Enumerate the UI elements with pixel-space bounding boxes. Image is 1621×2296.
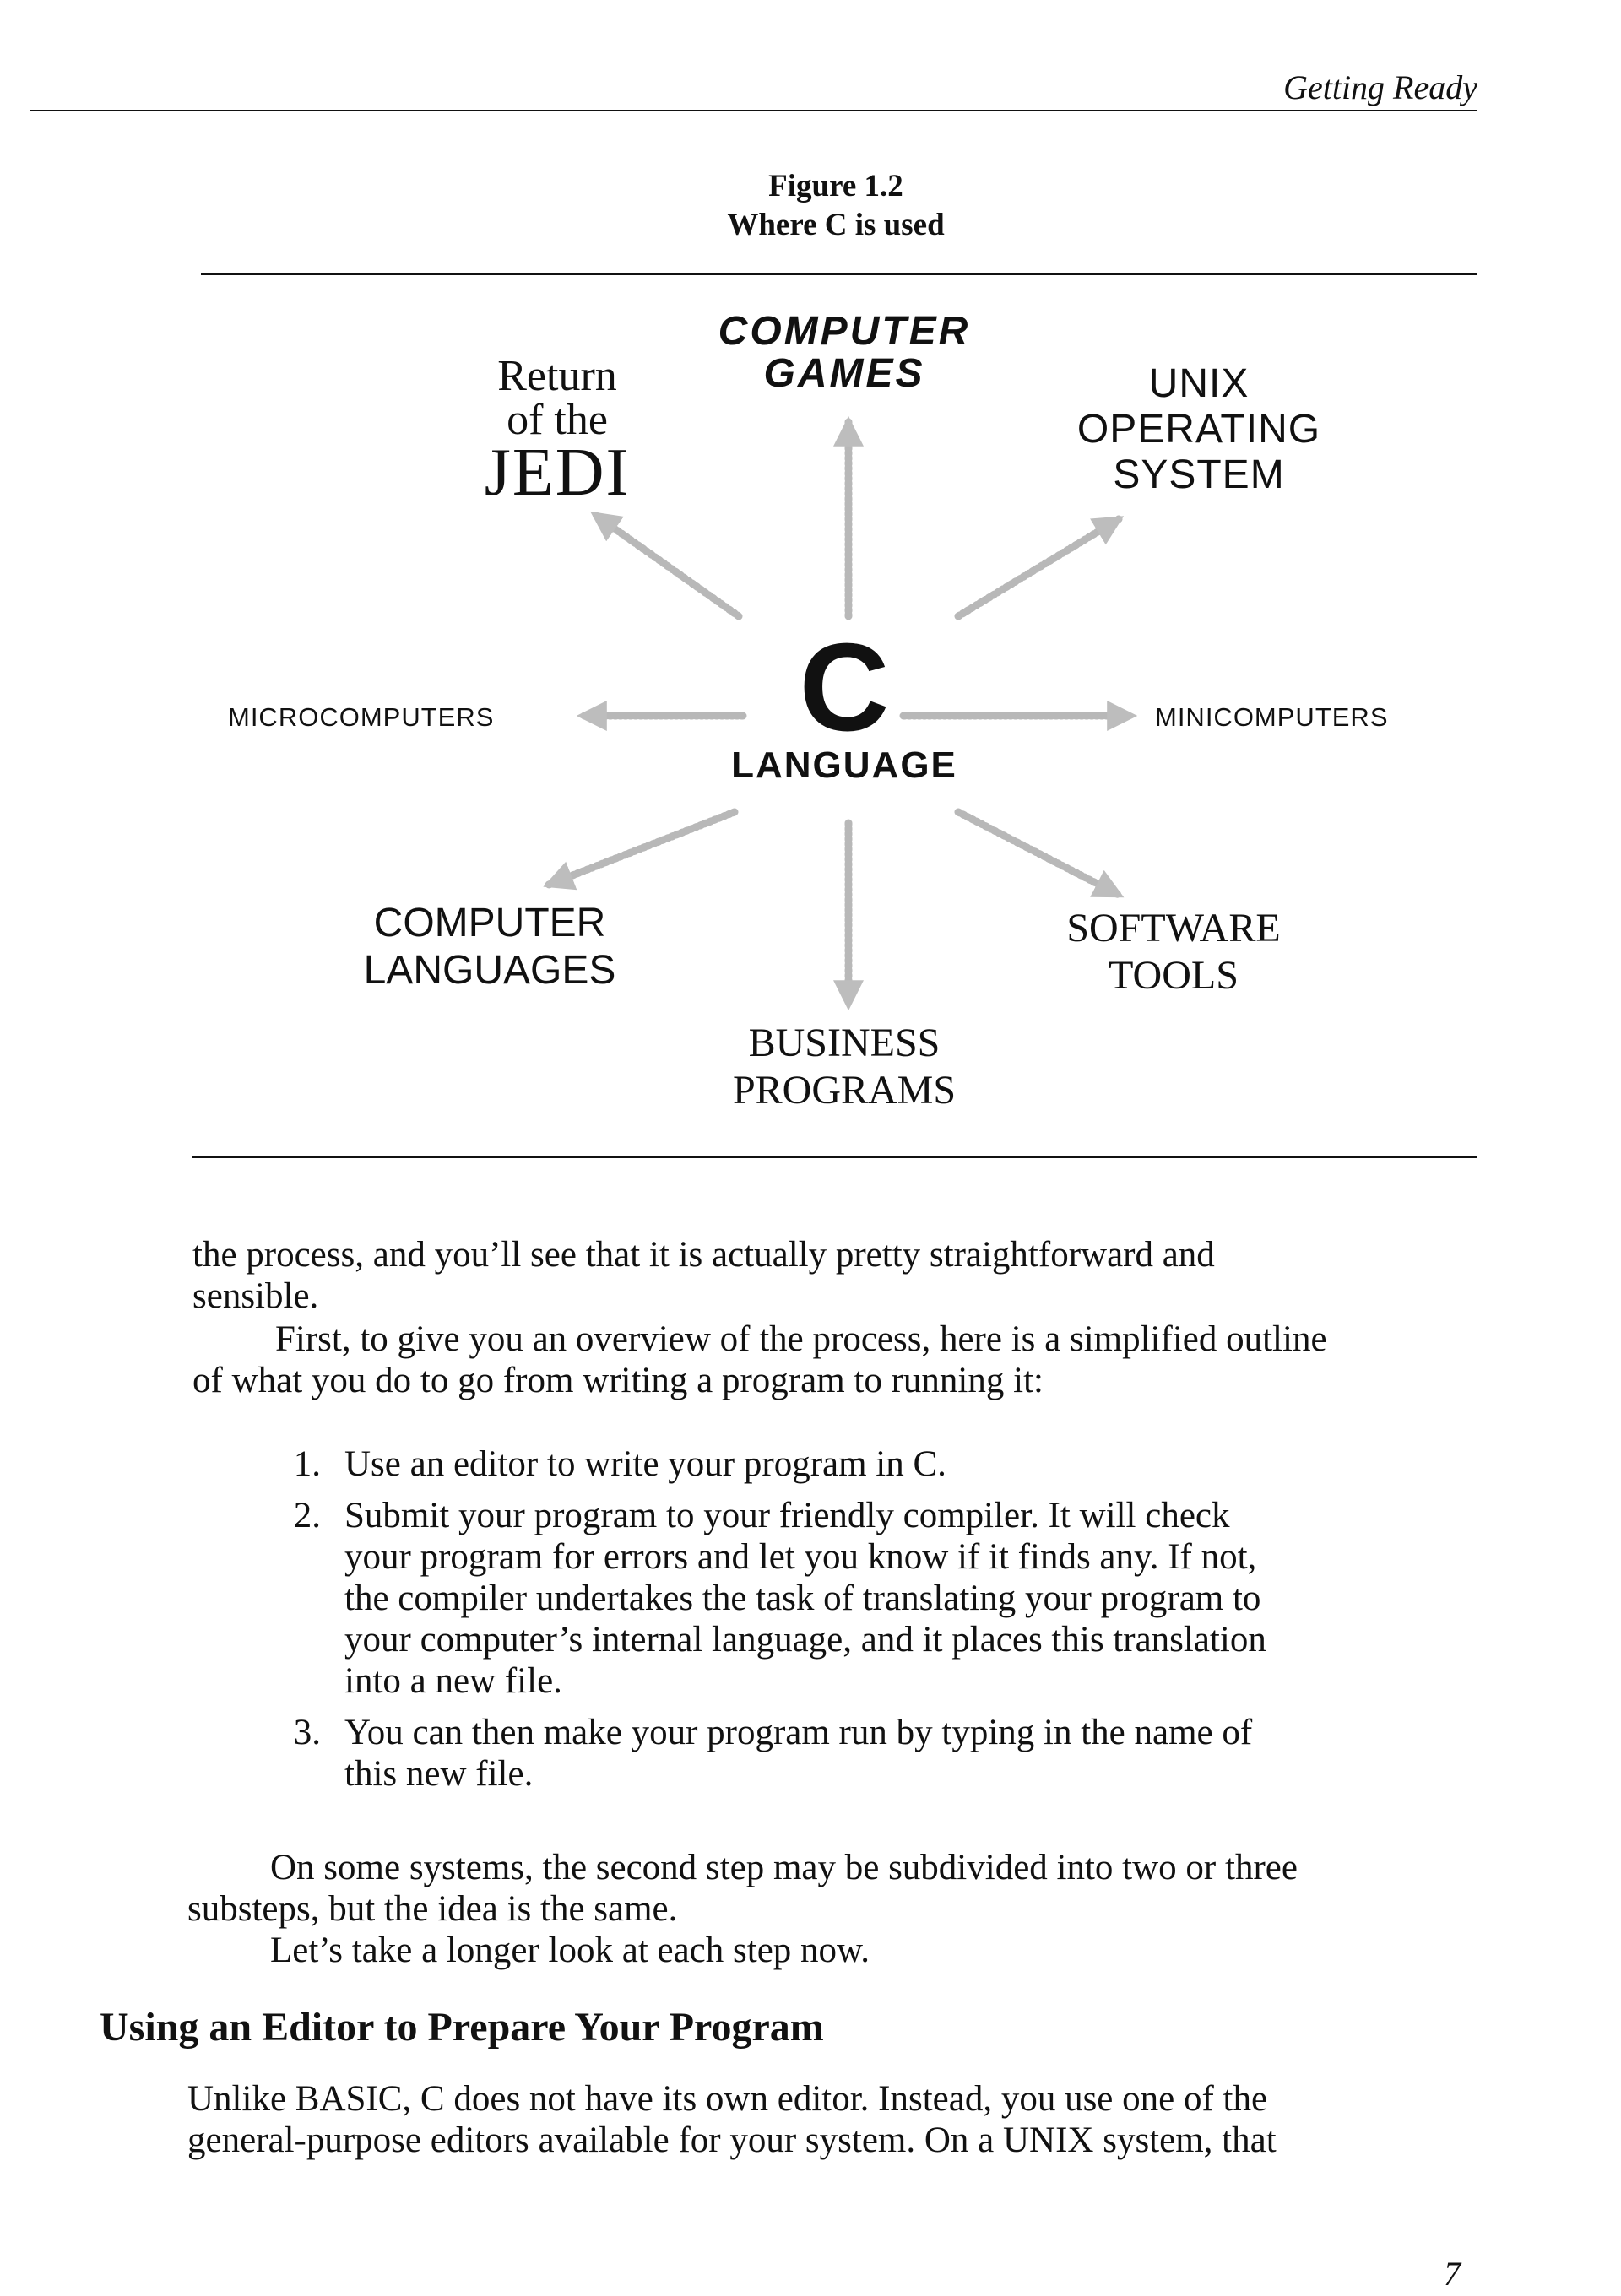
list-item-line: You can then make your program run by typing in the name of xyxy=(344,1713,1253,1752)
node-software-tools xyxy=(1013,905,1334,999)
node-microcomputers: MICROCOMPUTERS xyxy=(228,702,495,732)
node-computer-games xyxy=(701,311,988,396)
paragraph-line: First, to give you an overview of the process, here is a simplified outline xyxy=(275,1319,1327,1359)
node-software-tools-line1: SOFTWARE xyxy=(1066,906,1281,950)
arrow-to-software-tools xyxy=(958,812,1119,895)
list-item-line: the compiler undertakes the task of translating your program to xyxy=(344,1578,1261,1618)
center-language-label: LANGUAGE xyxy=(731,745,957,786)
list-item-line: your computer’s internal language, and it places this translation xyxy=(344,1620,1266,1660)
node-business-programs-line2: PROGRAMS xyxy=(732,1068,957,1113)
node-jedi-line2: of the xyxy=(507,396,608,444)
arrow-to-computer-languages xyxy=(549,812,735,885)
running-head: Getting Ready xyxy=(1283,68,1477,106)
node-jedi xyxy=(456,352,659,444)
list-item-number: 3. xyxy=(293,1713,321,1752)
figure-title: Where C is used xyxy=(727,208,945,242)
figure-bottom-rule xyxy=(192,1156,1477,1158)
list-item-line: Submit your program to your friendly compiler. It will check xyxy=(344,1496,1230,1535)
paragraph-line: substeps, but the idea is the same. xyxy=(187,1889,678,1929)
node-software-tools-line2: TOOLS xyxy=(1109,953,1239,998)
paragraph-2 xyxy=(192,1319,1466,1401)
node-computer-languages-line2: LANGUAGES xyxy=(363,948,616,993)
paragraph-1 xyxy=(192,1234,1466,1317)
list-item-line: your program for errors and let you know if it finds any. If not, xyxy=(344,1537,1257,1577)
node-computer-languages xyxy=(346,900,633,994)
section-heading: Using an Editor to Prepare Your Program xyxy=(100,2005,824,2050)
paragraph-line: sensible. xyxy=(192,1276,319,1316)
arrow-to-jedi xyxy=(595,515,739,616)
center-c-letter: C xyxy=(799,618,890,757)
node-minicomputers: MINICOMPUTERS xyxy=(1155,702,1389,732)
node-jedi-title: JEDI xyxy=(484,436,631,510)
arrow-to-unix xyxy=(958,519,1119,616)
list-item-line: Use an editor to write your program in C. xyxy=(344,1444,946,1484)
list-item xyxy=(279,1443,1461,1485)
paragraph-line: On some systems, the second step may be subdivided into two or three xyxy=(270,1848,1298,1887)
node-business-programs xyxy=(692,1020,996,1114)
paragraph-5 xyxy=(187,2078,1461,2161)
list-item xyxy=(279,1712,1461,1795)
node-unix xyxy=(1047,361,1351,498)
paragraph-3 xyxy=(187,1847,1464,1930)
paragraph-line: Unlike BASIC, C does not have its own editor. Instead, you use one of the xyxy=(187,2079,1268,2119)
node-computer-games-line2: GAMES xyxy=(763,351,925,397)
steps-list xyxy=(279,1443,1461,1795)
list-item-number: 1. xyxy=(293,1444,321,1484)
node-computer-languages-line1: COMPUTER xyxy=(373,901,606,945)
paragraph-line: of what you do to go from writing a program to running it: xyxy=(192,1361,1044,1400)
node-unix-line1: UNIX xyxy=(1148,361,1250,406)
list-item-number: 2. xyxy=(293,1496,321,1535)
list-item xyxy=(279,1495,1461,1702)
node-jedi-line1: Return xyxy=(497,352,617,400)
figure-number: Figure 1.2 xyxy=(768,169,903,203)
node-computer-games-line1: COMPUTER xyxy=(718,309,971,354)
paragraph-line: the process, and you’ll see that it is actually pretty straightforward and xyxy=(192,1235,1215,1275)
node-unix-line2: OPERATING xyxy=(1076,407,1321,452)
list-item-line: into a new file. xyxy=(344,1661,562,1701)
paragraph-4: Let’s take a longer look at each step now. xyxy=(270,1930,870,1970)
list-item-line: this new file. xyxy=(344,1754,534,1794)
paragraph-line: general-purpose editors available for your system. On a UNIX system, that xyxy=(187,2120,1277,2160)
node-business-programs-line1: BUSINESS xyxy=(748,1021,941,1065)
node-unix-line3: SYSTEM xyxy=(1113,452,1285,497)
page-number: 7 xyxy=(1444,2255,1461,2293)
